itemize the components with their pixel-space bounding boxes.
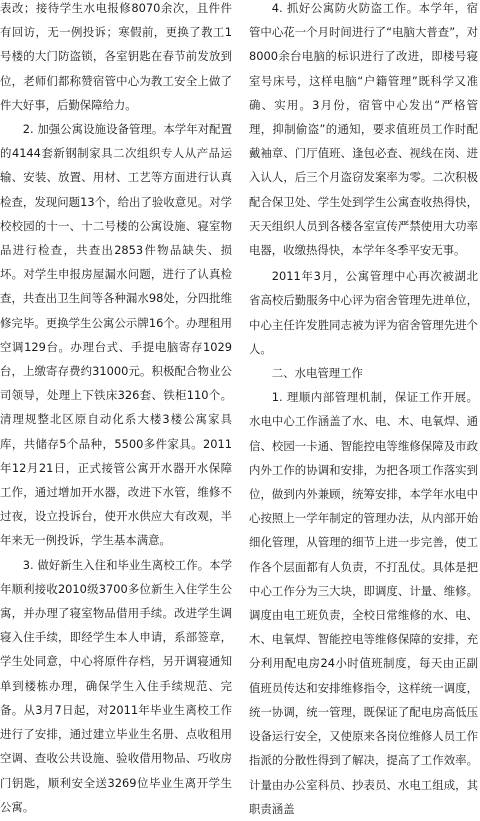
paragraph: 表改；接待学生水电报修8070余次，且件件有回访，无一例投诉；寒假前，更换了教工1号楼的大门防盗锁，各室钥匙在春节前发放到位，老师们都称赞宿管中心为教工安全上做了件大好事，后勤保障给力。 [0, 1, 232, 112]
paragraph: 1. 理顺内部管理机制，保证工作开展。水电中心工作涵盖了水、电、木、电氧焊、通信、校园一卡通、智能控电等维修保障及市政内外工作的协调和安排，为把各项工作落实到位，做到内外兼顾，统筹安排，本学年水电中心按照上一学年制定的管理办法，从内部开始细化管理，从管理的细节上进一步完善，使工作各个层面都有人负责，不打乱仗。具体是把中心工作分为三大块，即调度、计量、维修。调度由电工班负责，全校日常维修的水、电、木、电氧焊、智能控电等维修保障的安排，充分利用配电房24小时值班制度，每天由正副值班员传达和安排维修指令，这样统一调度，统一协调，统一管理，既保证了配电房高低压设备运行安全，又使原来各岗位维修人员工作指派的分散性得到了解决，提高了工作效率。计量由办公室科员、抄表员、水电工组成，其职责涵盖 [249, 390, 478, 816]
paragraph: 2. 加强公寓设施设备管理。本学年对配置的4144套新钢制家具二次组织专人从产品运输、安装、放置、用材、工艺等方面进行认真检查，发现问题13个，给出了验收意见。对学校校园的十一、十二号楼的公寓设施、寝室物品进行检查，共查出2853件物品缺失、损坏。对学生申报房屋漏水问题，进行了认真检查，共查出卫生间等各种漏水98处，分四批维修完毕。更换学生公寓公示牌16个。办理租用空调129台。办理台式、手提电脑寄存1029台，上缴寄存费约31000元。积极配合物业公司领导，处理上下铁床326套、铁柜110个。清理规整北区原自动化系大楼3楼公寓家具库，共储存5个品种，5500多件家具。2011年12月21日，正式接管公寓开水器开水保障工作，通过增加开水器，改进下水管，维修不过夜，设立投诉台，使开水供应大有改观，半年来无一例投诉，学生基本满意。 [0, 122, 232, 548]
paragraph: 4. 抓好公寓防火防盗工作。本学年，宿管中心花一个月时间进行了“电脑大普查”，对8000余台电脑的标识进行了改进，即楼号寝室号床号，这样电脑“户籍管理”既科学又准确、实用。3月份，宿管中心发出“严格管理，抑制偷盗”的通知，要求值班员工作时配戴袖章、门厅值班、逢包必查、视线在岗、进入认人，后三个月盗窃发案率为零。二次积极配合保卫处、学生处到学生公寓查收热得快，天天组织人员到各楼各室宣传严禁使用大功率电器，收缴热得快，本学年冬季平安无事。 [249, 1, 478, 258]
paragraph: 2011年3月，公寓管理中心再次被湖北省高校后勤服务中心评为宿舍管理先进单位，中心主任许发胜同志被为评为宿舍管理先进个人。 [249, 269, 478, 356]
right-column [249, 0, 478, 821]
paragraph: 3. 做好新生入住和毕业生离校工作。本学年顺利接收2010级3700多位新生入住学生公寓，并办理了寝室物品借用手续。改进学生调寝入住手续，即经学生本人申请，系部签章，学生处同意，中心将原件存档，另开调寝通知单到楼栋办理，确保学生入住手续规范、完备。从3月7日起，对2011年毕业生离校工作进行了安排，通过建立毕业生名册、点收租用空调、查收公共设施、验收借用物品、巧收房门钥匙，顺利安全送3269位毕业生离开学生公寓。 [0, 557, 232, 814]
left-column [0, 0, 232, 819]
section-heading: 二、水电管理工作 [271, 366, 363, 381]
